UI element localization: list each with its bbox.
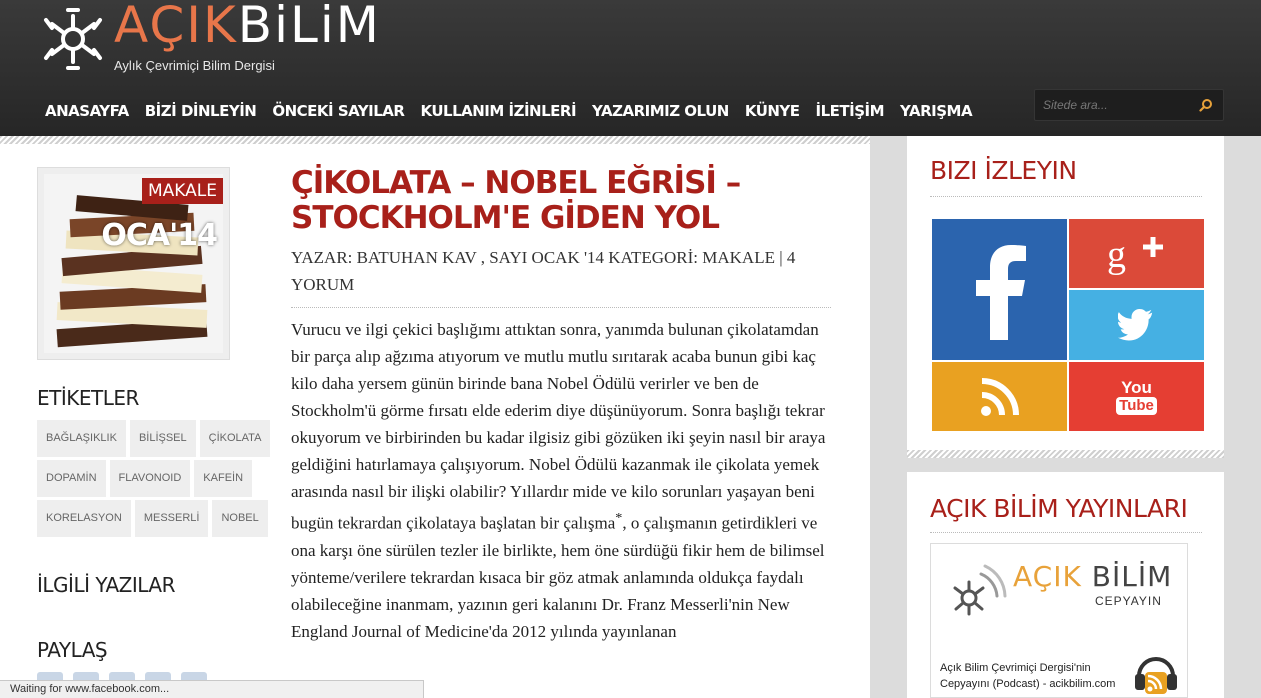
podcast-subtitle: CEPYAYIN [1095, 594, 1162, 608]
related-posts-heading: İLGİLİ YAZILAR [37, 573, 175, 597]
facebook-icon [970, 240, 1030, 340]
facebook-tile[interactable] [932, 219, 1067, 360]
browser-status-bar: Waiting for www.facebook.com... [0, 680, 424, 698]
nav-item-bizi-dinleyin[interactable]: BİZİ DİNLEYİN [144, 102, 257, 120]
headphones-icon [1131, 646, 1181, 696]
podcast-logo-bilim: BİLİM [1091, 560, 1173, 593]
tag-baglasiklik[interactable]: BAĞLAŞIKLIK [37, 420, 126, 457]
nav-item-yarisma[interactable]: YARIŞMA [900, 102, 973, 120]
main-content [0, 136, 870, 698]
tag-flavonoid[interactable]: FLAVONOID [110, 460, 191, 497]
social-grid [932, 219, 1204, 431]
tag-nobel[interactable]: NOBEL [212, 500, 267, 537]
issue-label: OCA'14 [101, 218, 217, 253]
tag-cikolata[interactable]: ÇİKOLATA [200, 420, 271, 457]
article-meta: YAZAR: BATUHAN KAV , SAYI OCAK '14 KATEGORİ: MAKALE | 4 YORUM [291, 248, 796, 294]
search-icon[interactable] [1199, 98, 1213, 112]
youtube-icon-you: You [1121, 377, 1152, 397]
youtube-tile[interactable] [1069, 362, 1204, 431]
podcast-logo-icon [939, 556, 1009, 626]
tag-cloud [37, 420, 267, 540]
tag-bilissel[interactable]: BİLİŞSEL [130, 420, 196, 457]
nav-item-kullanim-izinleri[interactable]: KULLANIM İZİNLERİ [420, 102, 577, 120]
nav-item-yazarimiz-olun[interactable]: YAZARIMIZ OLUN [592, 102, 729, 120]
podcast-caption: Açık Bilim Çevrimiçi Dergisi'nin Cepyayını (Podcast) - acikbilim.com [940, 662, 1116, 690]
article-thumbnail[interactable] [37, 167, 230, 360]
search-input[interactable] [1043, 96, 1183, 114]
tags-heading: ETİKETLER [37, 386, 139, 410]
tag-row [37, 420, 267, 457]
podcast-logo-acik: AÇIK [1013, 560, 1082, 593]
meta-divider [291, 307, 831, 308]
follow-title: BIZI İZLEYIN [930, 156, 1077, 185]
hatch-divider [907, 450, 1224, 458]
googleplus-tile[interactable] [1069, 219, 1204, 288]
svg-text:g: g [1106, 233, 1126, 276]
site-logo[interactable] [114, 0, 381, 54]
widget-divider [930, 196, 1202, 197]
publications-title: AÇIK BİLİM YAYINLARI [930, 494, 1188, 523]
search-box [1034, 89, 1224, 121]
nav-item-kunye[interactable]: KÜNYE [744, 102, 800, 120]
twitter-tile[interactable] [1069, 290, 1204, 360]
thumbnail-image [44, 174, 223, 353]
logo-bilim: BiLiM [237, 0, 381, 54]
tag-row [37, 500, 267, 537]
main-nav [45, 102, 972, 120]
logo-acik: AÇIK [114, 0, 238, 54]
podcast-logo [1013, 560, 1172, 593]
googleplus-icon [1107, 229, 1167, 279]
youtube-icon-tube: Tube [1116, 397, 1157, 415]
nav-item-anasayfa[interactable]: ANASAYFA [45, 102, 129, 120]
category-badge: MAKALE [142, 178, 223, 204]
article-body [291, 316, 831, 645]
rss-icon [980, 377, 1020, 417]
twitter-icon [1118, 309, 1156, 341]
tag-dopamin[interactable]: DOPAMİN [37, 460, 106, 497]
share-heading: PAYLAŞ [37, 638, 108, 662]
tag-messerli[interactable]: MESSERLİ [135, 500, 209, 537]
atom-logo-icon[interactable] [38, 2, 108, 72]
nav-item-onceki-sayilar[interactable]: ÖNCEKİ SAYILAR [272, 102, 405, 120]
rss-tile[interactable] [932, 362, 1067, 431]
tag-kafein[interactable]: KAFEİN [194, 460, 252, 497]
tag-row [37, 460, 267, 497]
tag-korelasyon[interactable]: KORELASYON [37, 500, 131, 537]
nav-item-iletisim[interactable]: İLETİŞİM [815, 102, 885, 120]
article-title[interactable]: ÇİKOLATA – NOBEL EĞRİSİ – STOCKHOLM'E GİDEN YOL [291, 165, 741, 236]
footnote-marker[interactable]: * [615, 510, 623, 526]
widget-divider [930, 532, 1202, 533]
site-header [0, 0, 1261, 136]
hatch-divider [0, 136, 870, 144]
podcast-banner[interactable] [930, 543, 1188, 698]
site-tagline: Aylık Çevrimiçi Bilim Dergisi [114, 58, 275, 73]
article-paragraph-2: , o çalışmanın getirdikleri ve ona karşı öne sürülen tezler ile birlikte, hem öne sürdüğü fikir hem de bilimsel yönteme/verilere tekrardan kısaca bir göz atmak anlamında oldukça faydalı olabileceğine inanmam, yazının geri kalanını Dr. Franz Messerli'nin New England Journal of Medicine'da 2012 yılında yayınlanan [291, 513, 825, 641]
article-paragraph-1: Vurucu ve ilgi çekici başlığımı attıktan sonra, yanımda bulunan çikolatamdan bir parça alıp ağzıma atıyorum ve mutlu mutlu sırıtarak acaba bunun gibi kaç kilo daha yersem günün birinde bana Nobel Ödülü verirler ve ben de Stockholm'ü görme fırsatı elde ederim diye düşünüyorum. Sonra başlığı tekrar okuyorum ve birbirinden bu kadar ilgisiz gibi gözüken iki şeyin nasıl bir araya geldiğini hatırlamaya çalışıyorum. Nobel Ödülü kazanmak ile çikolata yemek arasında nasıl bir ilişki olabilir? Yıllardır mide ve kilo sorunları yaşayan beni bugün tekrardan çikolataya başlatan bir çalışma [291, 320, 826, 533]
